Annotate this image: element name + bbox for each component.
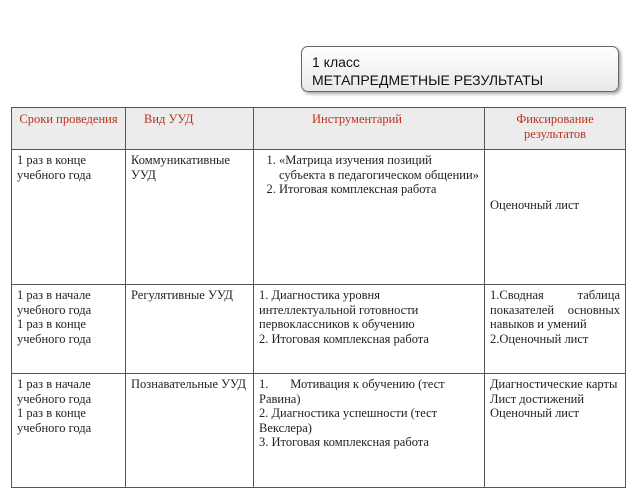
result-text: 2.Оценочный лист bbox=[490, 331, 589, 346]
result-text: 1.Сводная таблица показателей основных навыков и умений bbox=[490, 288, 620, 331]
table-row bbox=[12, 285, 626, 374]
period-text: 1 раз в конце учебного года bbox=[17, 153, 92, 182]
table-header-row bbox=[12, 108, 626, 150]
cell-period bbox=[12, 285, 126, 374]
cell-tools bbox=[254, 150, 485, 285]
tool-item: 2. Итоговая комплексная работа bbox=[279, 182, 479, 197]
header-result: Фиксирование результатов bbox=[485, 108, 626, 150]
header-period: Сроки проведения bbox=[12, 108, 126, 150]
cell-period bbox=[12, 150, 126, 285]
period-text: 1 раз в конце учебного года bbox=[17, 317, 92, 346]
grade-label: 1 класс bbox=[312, 54, 360, 70]
cell-tools bbox=[254, 374, 485, 488]
header-tools: Инструментарий bbox=[254, 108, 485, 150]
result-text: Диагностические карты bbox=[490, 377, 618, 391]
period-text: 1 раз в начале учебного года bbox=[17, 288, 92, 317]
tool-item: 2. Итоговая комплексная работа bbox=[259, 331, 429, 346]
cell-uud-type: Коммуникативные УУД bbox=[126, 150, 254, 285]
table-row bbox=[12, 150, 626, 285]
tool-item: 1. Диагностика уровня интеллектуальной готовности первоклассников к обучению bbox=[259, 288, 419, 331]
header-uud-type: Вид УУД bbox=[126, 108, 254, 150]
table-row bbox=[12, 374, 626, 488]
tool-item: 2. Диагностика успешности (тест Векслера) bbox=[259, 406, 438, 435]
tool-item: 1. «Матрица изучения позиций субъекта в педагогическом общении» bbox=[279, 153, 479, 182]
cell-period bbox=[12, 374, 126, 488]
cell-uud-type: Познавательные УУД bbox=[126, 374, 254, 488]
result-text: Лист достижений bbox=[490, 391, 585, 406]
tool-item: 1. Мотивация к обучению (тест Равина) bbox=[259, 377, 448, 406]
result-text: Оценочный лист bbox=[490, 406, 580, 420]
title-box bbox=[301, 46, 619, 92]
section-title: МЕТАПРЕДМЕТНЫЕ РЕЗУЛЬТАТЫ bbox=[312, 72, 544, 88]
cell-result bbox=[485, 374, 626, 488]
results-table bbox=[11, 107, 626, 488]
period-text: 1 раз в начале учебного года bbox=[17, 377, 92, 406]
cell-result bbox=[485, 150, 626, 285]
tool-item: 3. Итоговая комплексная работа bbox=[259, 435, 429, 449]
cell-tools bbox=[254, 285, 485, 374]
period-text: 1 раз в конце учебного года bbox=[17, 406, 92, 435]
cell-result bbox=[485, 285, 626, 374]
result-text: Оценочный лист bbox=[490, 198, 580, 212]
cell-uud-type: Регулятивные УУД bbox=[126, 285, 254, 374]
